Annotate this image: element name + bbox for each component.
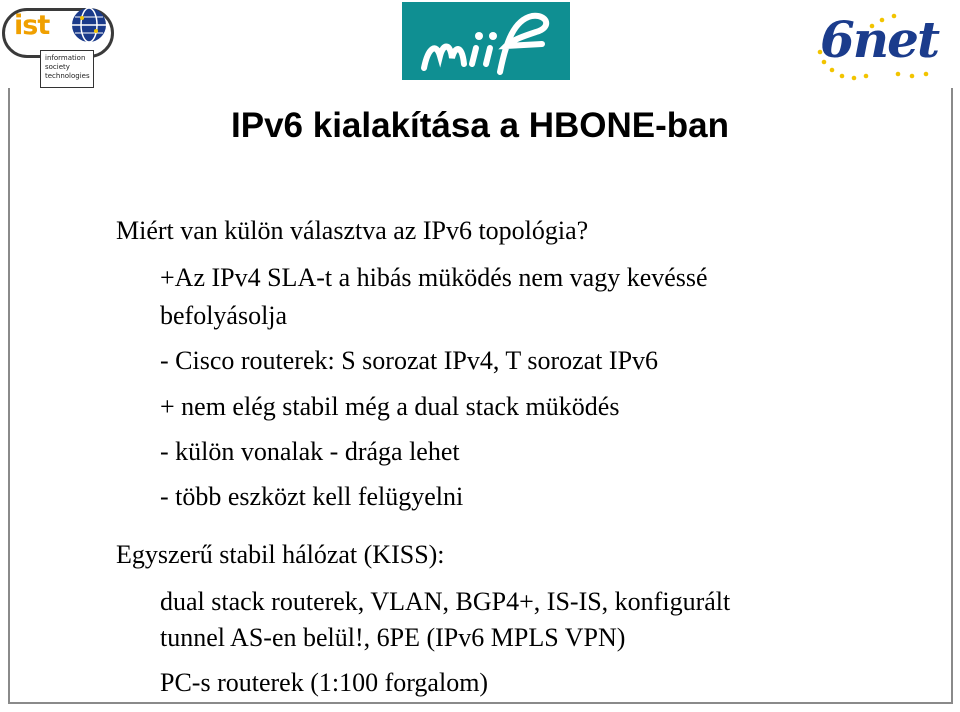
ist-logo-text: ist: [14, 10, 50, 41]
slide-frame-bottom: [8, 702, 953, 704]
miif-logo: [402, 2, 570, 80]
text-line: tunnel AS-en belül!, 6PE (IPv6 MPLS VPN): [160, 623, 626, 652]
text-line: - külön vonalak - drága lehet: [160, 437, 460, 466]
text-line: + nem elég stabil még a dual stack müködés: [160, 392, 620, 421]
text-line: - Cisco routerek: S sorozat IPv4, T sorozat IPv6: [160, 346, 659, 375]
text-line: PC-s routerek (1:100 forgalom): [160, 668, 489, 697]
slide-title: IPv6 kialakítása a HBONE-ban: [231, 106, 729, 145]
ist-logo-subtitle: information society technologies: [45, 54, 90, 80]
text-line: Egyszerű stabil hálózat (KISS):: [116, 540, 445, 569]
slide-frame-right: [951, 88, 953, 704]
text-line: +Az IPv4 SLA-t a hibás müködés nem vagy kevéssé: [160, 263, 708, 292]
text-line: Miért van külön választva az IPv6 topológia?: [116, 216, 589, 245]
miif-logo-script: [402, 2, 570, 80]
sixnet-logo: [812, 4, 958, 82]
globe-icon: [70, 6, 108, 44]
ist-logo-subtitle-box: [40, 50, 94, 88]
slide-frame-left: [8, 88, 10, 704]
ist-logo: [2, 2, 118, 90]
text-line: dual stack routerek, VLAN, BGP4+, IS-IS, konfigurált: [160, 587, 731, 616]
text-line: befolyásolja: [160, 301, 288, 330]
text-line: - több eszközt kell felügyelni: [160, 482, 464, 511]
sixnet-logo-text: 6net: [820, 10, 939, 69]
